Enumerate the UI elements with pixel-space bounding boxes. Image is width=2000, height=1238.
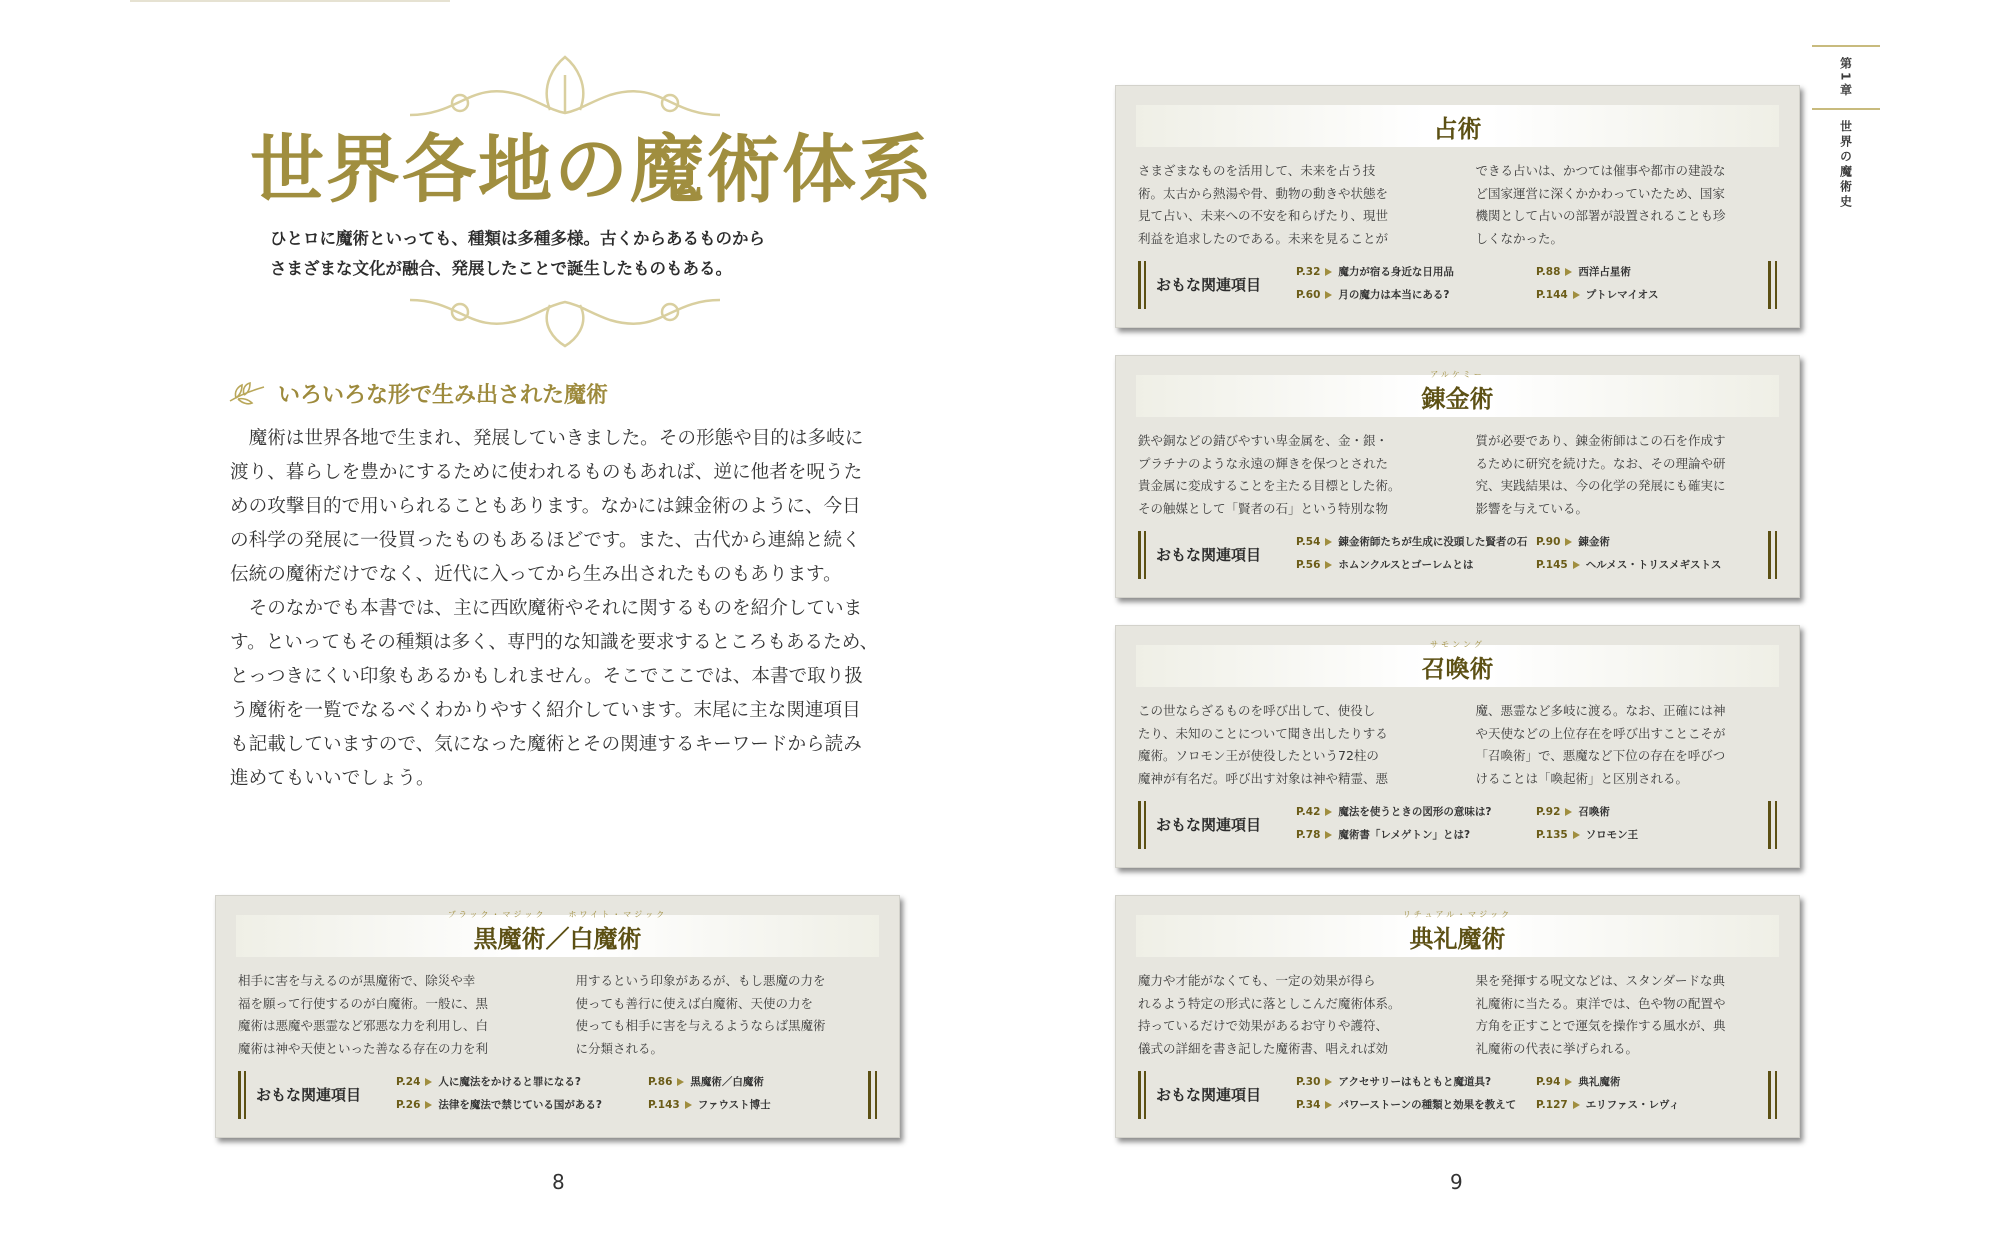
related-item[interactable]: P.144 プトレマイオス: [1536, 288, 1659, 301]
box-text-col2: できる占いは、かつては催事や都市の建設な ど国家運営に深くかかわっていたため、国家 機関として占いの部署が設置されることも珍 しくなかった。: [1475, 163, 1726, 246]
box-summoning: [1115, 625, 1800, 868]
related-item[interactable]: P.90 錬金術: [1536, 535, 1610, 548]
box-black-white-magic: [215, 895, 900, 1138]
related-label: おもな関連項目: [1156, 1086, 1262, 1104]
related-item[interactable]: P.92 召喚術: [1536, 805, 1610, 818]
leaf-ornament-icon: [228, 381, 268, 407]
related-item[interactable]: P.88 西洋占星術: [1536, 265, 1631, 278]
box-text-col2: 用するという印象があるが、もし悪魔の力を 使っても善行に使えば白魔術、天使の力を 使っても相手に害を与えるようならば黒魔術 に分類される。: [575, 973, 826, 1056]
box-text-col1: この世ならざるものを呼び出して、使役し たり、未知のことについて聞き出したりする 魔術。ソロモン王が使役したという72柱の 魔神が有名だ。呼び出す対象は神や精霊、悪: [1138, 703, 1389, 786]
related-items: [1138, 261, 1777, 311]
related-item[interactable]: P.34 パワーストーンの種類と効果を教えて: [1296, 1098, 1517, 1111]
related-item[interactable]: P.127 エリファス・レヴィ: [1536, 1098, 1680, 1111]
related-item[interactable]: P.24 人に魔法をかけると罪になる?: [396, 1075, 581, 1088]
page-number-right: 9: [1450, 1170, 1463, 1194]
related-item[interactable]: P.26 法律を魔法で禁じている国がある?: [396, 1098, 602, 1111]
ornament-top: [400, 55, 730, 125]
related-item[interactable]: P.42 魔法を使うときの図形の意味は?: [1296, 805, 1492, 818]
box-text-col2: 魔、悪霊など多岐に渡る。なお、正確には神 や天使などの上位存在を呼び出すことこそが 「召喚術」で、悪魔など下位の存在を呼びつ けることは「喚起術」と区別される。: [1475, 703, 1726, 786]
box-alchemy: [1115, 355, 1800, 598]
box-text-col1: 鉄や銅などの錆びやすい卑金属を、金・銀・ プラチナのような永遠の輝きを保つとされた 貴金属に変成することを主たる目標とした術。 その触媒として「賢者の石」という特別な物: [1138, 433, 1401, 516]
box-text-col1: さまざまなものを活用して、未来を占う技 術。太古から熱湯や骨、動物の動きや状態を 見て占い、未来への不安を和らげたり、現世 利益を追求したのである。未来を見ることが: [1138, 163, 1389, 246]
related-label: おもな関連項目: [256, 1086, 362, 1104]
related-label: おもな関連項目: [1156, 816, 1262, 834]
chapter-tab: [1812, 45, 1880, 220]
related-item[interactable]: P.94 典礼魔術: [1536, 1075, 1621, 1088]
related-item[interactable]: P.143 ファウスト博士: [648, 1098, 771, 1111]
related-item[interactable]: P.78 魔術書「レメゲトン」とは?: [1296, 828, 1471, 841]
box-ritual-magic: [1115, 895, 1800, 1138]
chapter-title: 世界の魔術史: [1838, 120, 1853, 211]
box-text-col1: 相手に害を与えるのが黒魔術で、除災や幸 福を願って行使するのが白魔術。一般に、黒 魔術は悪魔や悪霊など邪悪な力を利用し、白 魔術は神や天使といった善なる存在の力を利: [238, 973, 489, 1056]
lead-text: ひとロに魔術といっても、種類は多種多様。古くからあるものから さまざまな文化が融合、発展したことで誕生したものもある。: [270, 229, 765, 278]
related-item[interactable]: P.30 アクセサリーはもともと魔道具?: [1296, 1075, 1492, 1088]
related-items: [1138, 1071, 1777, 1121]
related-items: [1138, 531, 1777, 581]
related-items: [238, 1071, 877, 1121]
related-item[interactable]: P.60 月の魔力は本当にある?: [1296, 288, 1450, 301]
related-item[interactable]: P.145 ヘルメス・トリスメギストス: [1536, 558, 1722, 571]
box-text-col2: 果を発揮する呪文などは、スタンダードな典 礼魔術に当たる。東洋では、色や物の配置や 方角を正すことで運気を操作する風水が、典 礼魔術の代表に挙げられる。: [1475, 973, 1726, 1056]
related-label: おもな関連項目: [1156, 546, 1262, 564]
box-divination: [1115, 85, 1800, 328]
box-title: アルケミー 錬金術: [1421, 369, 1494, 413]
related-label: おもな関連項目: [1156, 276, 1262, 294]
box-title: ブラック・マジック ホワイト・マジック 黒魔術／白魔術: [447, 909, 668, 953]
box-text-col1: 魔力や才能がなくても、一定の効果が得ら れるよう特定の形式に落としこんだ魔術体系。 持っているだけで効果があるお守りや護符、 儀式の詳細を書き記した魔術書、唱えれば効: [1138, 973, 1401, 1056]
related-item[interactable]: P.135 ソロモン王: [1536, 828, 1639, 841]
box-text-col2: 質が必要であり、錬金術師はこの石を作成す るために研究を続けた。なお、その理論や研 究、実践結果は、今の化学の発展にも確実に 影響を与えている。: [1475, 433, 1726, 516]
page-title: 世界各地の魔術体系: [250, 127, 934, 213]
section-heading: いろいろな形で生み出された魔術: [228, 378, 608, 409]
related-item[interactable]: P.32 魔力が宿る身近な日用品: [1296, 265, 1454, 278]
box-title: サモンング 召喚術: [1421, 639, 1494, 683]
related-item[interactable]: P.56 ホムンクルスとゴーレムとは: [1296, 558, 1474, 571]
page-number-left: 8: [552, 1170, 565, 1194]
box-title: 占術: [1433, 114, 1482, 143]
top-edge-rule: [130, 0, 450, 2]
ornament-bottom: [400, 290, 730, 350]
body-text: 魔術は世界各地で生まれ、発展していきました。その形態や目的は多岐に 渡り、暮らしを豊かにするために使われるものもあれば、逆に他者を呪うた めの攻撃目的で用いられることもあります。なかには錬金術のように、今日 の科学の発展に一役買ったものもあるほどです。また、古代から連綿と続く 伝統の魔術だけでなく、近代に入ってから生み出されたものもあります。 そのなかでも本書では、主に西欧魔術やそれに関するものを紹介していま す。といってもその種類は多く、専門的な知識を要求するところもあるため、 とっつきにくい印象もあるかもしれません。そこでここでは、本書で取り扱 う魔術を一覧でなるべくわかりやすく紹介しています。末尾に主な関連項目 も記載していますので、気になった魔術とその関連するキーワードから読み 進めてもいいでしょう。: [230, 428, 879, 789]
related-items: [1138, 801, 1777, 851]
related-item[interactable]: P.54 錬金術師たちが生成に没頭した賢者の石: [1296, 535, 1528, 548]
related-item[interactable]: P.86 黒魔術／白魔術: [648, 1075, 764, 1088]
box-title: リチュアル・マジック 典礼魔術: [1402, 909, 1513, 953]
chapter-number: 第1章: [1838, 57, 1853, 99]
